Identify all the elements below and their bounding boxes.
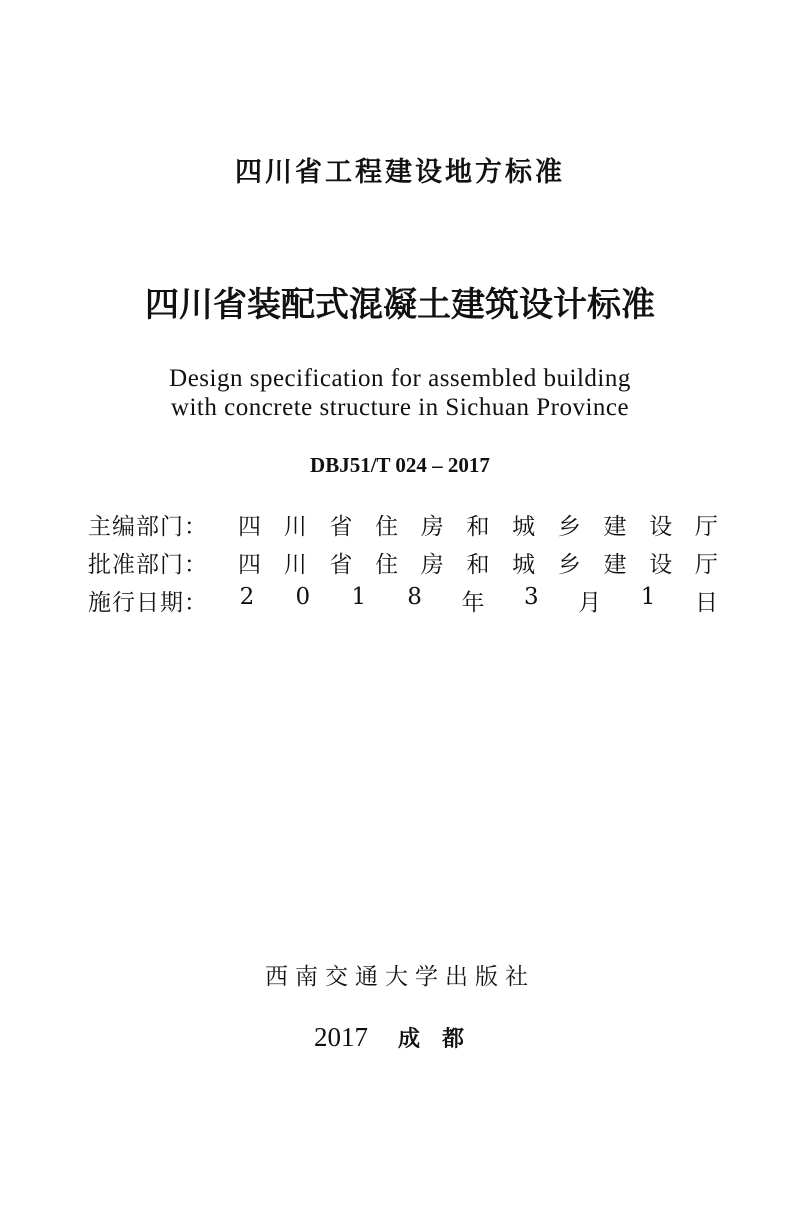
info-char: 四 (238, 552, 261, 578)
effective-date-label: 施行日期： (88, 590, 208, 616)
publication-year: 2017 (313, 1022, 368, 1052)
info-char: 省 (329, 552, 353, 578)
info-char: 住 (375, 514, 399, 540)
info-char: 城 (512, 552, 536, 578)
info-char: 川 (283, 552, 307, 578)
info-char: 建 (603, 552, 627, 578)
editor-label: 主编部门： (88, 514, 208, 540)
publisher: 西南交通大学出版社 (265, 964, 535, 990)
info-char: 设 (649, 514, 673, 540)
info-char: 厅 (694, 552, 718, 578)
info-char: 月 (578, 590, 602, 616)
effective-date-value (238, 584, 718, 617)
info-char: 建 (603, 514, 627, 540)
info-char: 和 (466, 552, 490, 578)
info-char: 0 (295, 584, 311, 610)
info-row-effective-date (88, 584, 718, 622)
english-title-line-2: with concrete structure in Sichuan Province (170, 394, 630, 421)
info-char: 房 (420, 552, 444, 578)
approver-label: 批准部门： (88, 552, 208, 578)
info-char: 3 (524, 584, 539, 610)
info-char: 乡 (557, 552, 581, 578)
info-char: 房 (420, 514, 444, 540)
info-row-editor (88, 508, 718, 546)
approver-value (238, 546, 718, 579)
info-char: 住 (375, 552, 399, 578)
info-char: 日 (695, 590, 718, 616)
publication-line (0, 1022, 800, 1053)
info-char: 年 (461, 590, 485, 616)
info-char: 1 (351, 584, 367, 610)
series-title: 四川省工程建设地方标准 (235, 157, 565, 188)
publication-city: 成都 (397, 1027, 486, 1052)
info-char: 城 (512, 514, 536, 540)
info-char: 四 (238, 514, 261, 540)
info-char: 和 (466, 514, 490, 540)
info-char: 厅 (694, 514, 718, 540)
info-char: 8 (407, 584, 422, 610)
info-char: 川 (283, 514, 307, 540)
english-title-line-1: Design specification for assembled building (169, 365, 631, 392)
info-char: 1 (640, 584, 656, 610)
standard-code: DBJ51/T 024 – 2017 (310, 453, 490, 477)
editor-value (238, 508, 718, 541)
info-char: 2 (239, 584, 255, 610)
info-table (88, 508, 718, 622)
info-row-approver (88, 546, 718, 584)
info-char: 设 (649, 552, 673, 578)
info-char: 省 (329, 514, 353, 540)
main-title: 四川省装配式混凝土建筑设计标准 (145, 285, 655, 325)
info-char: 乡 (557, 514, 581, 540)
english-title (0, 364, 800, 422)
